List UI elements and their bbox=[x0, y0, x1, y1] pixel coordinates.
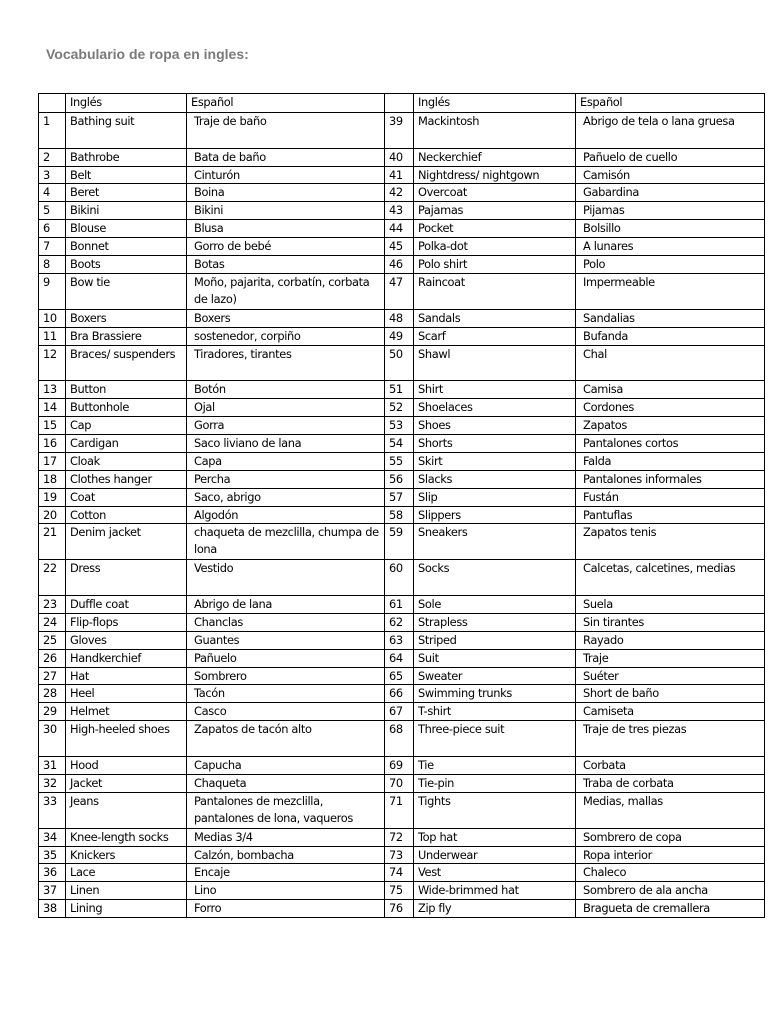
spanish-term-cell: Sombrero de ala ancha bbox=[576, 882, 765, 900]
spanish-term-cell: Bragueta de cremallera bbox=[576, 900, 765, 918]
row-number-cell: 74 bbox=[385, 864, 414, 882]
english-term-cell: Cotton bbox=[66, 506, 187, 524]
table-row bbox=[39, 506, 765, 524]
row-number-cell: 23 bbox=[39, 596, 66, 614]
english-term-cell: Braces/ suspenders bbox=[66, 345, 187, 381]
row-number-cell: 12 bbox=[39, 345, 66, 381]
spanish-term-cell: Zapatos tenis bbox=[576, 524, 765, 560]
english-term-cell: Sweater bbox=[414, 667, 576, 685]
row-number-cell: 46 bbox=[385, 256, 414, 274]
english-term-cell: Pajamas bbox=[414, 202, 576, 220]
row-number-cell: 15 bbox=[39, 417, 66, 435]
header-num-left bbox=[39, 94, 66, 113]
english-term-cell: Bathing suit bbox=[66, 112, 187, 148]
spanish-term-cell: Guantes bbox=[187, 631, 385, 649]
row-number-cell: 31 bbox=[39, 757, 66, 775]
spanish-term-cell: Short de baño bbox=[576, 685, 765, 703]
spanish-term-cell: Suéter bbox=[576, 667, 765, 685]
spanish-term-cell: Chanclas bbox=[187, 613, 385, 631]
spanish-term-cell: Tacón bbox=[187, 685, 385, 703]
spanish-term-cell: Encaje bbox=[187, 864, 385, 882]
spanish-term-cell: Chal bbox=[576, 345, 765, 381]
spanish-term-cell: Bolsillo bbox=[576, 220, 765, 238]
spanish-term-cell: Forro bbox=[187, 900, 385, 918]
english-term-cell: Bow tie bbox=[66, 273, 187, 309]
english-term-cell: Polka-dot bbox=[414, 238, 576, 256]
row-number-cell: 49 bbox=[385, 327, 414, 345]
english-term-cell: Bathrobe bbox=[66, 148, 187, 166]
english-term-cell: Cardigan bbox=[66, 434, 187, 452]
table-row bbox=[39, 900, 765, 918]
row-number-cell: 58 bbox=[385, 506, 414, 524]
table-row bbox=[39, 434, 765, 452]
row-number-cell: 36 bbox=[39, 864, 66, 882]
spanish-term-cell: Boxers bbox=[187, 309, 385, 327]
row-number-cell: 50 bbox=[385, 345, 414, 381]
english-term-cell: Linen bbox=[66, 882, 187, 900]
vocabulary-body bbox=[39, 112, 765, 917]
spanish-term-cell: Gabardina bbox=[576, 184, 765, 202]
spanish-term-cell: Vestido bbox=[187, 560, 385, 596]
spanish-term-cell: Saco liviano de lana bbox=[187, 434, 385, 452]
english-term-cell: Striped bbox=[414, 631, 576, 649]
english-term-cell: Tights bbox=[414, 792, 576, 828]
table-row bbox=[39, 417, 765, 435]
row-number-cell: 8 bbox=[39, 256, 66, 274]
spanish-term-cell: Botas bbox=[187, 256, 385, 274]
english-term-cell: Beret bbox=[66, 184, 187, 202]
row-number-cell: 2 bbox=[39, 148, 66, 166]
table-row bbox=[39, 882, 765, 900]
row-number-cell: 41 bbox=[385, 166, 414, 184]
english-term-cell: Button bbox=[66, 381, 187, 399]
spanish-term-cell: Traje de baño bbox=[187, 112, 385, 148]
row-number-cell: 55 bbox=[385, 452, 414, 470]
english-term-cell: Heel bbox=[66, 685, 187, 703]
row-number-cell: 25 bbox=[39, 631, 66, 649]
row-number-cell: 29 bbox=[39, 703, 66, 721]
english-term-cell: Tie bbox=[414, 757, 576, 775]
row-number-cell: 48 bbox=[385, 309, 414, 327]
spanish-term-cell: Cinturón bbox=[187, 166, 385, 184]
spanish-term-cell: Calcetas, calcetines, medias bbox=[576, 560, 765, 596]
table-row bbox=[39, 112, 765, 148]
row-number-cell: 63 bbox=[385, 631, 414, 649]
english-term-cell: Bonnet bbox=[66, 238, 187, 256]
english-term-cell: Shoes bbox=[414, 417, 576, 435]
english-term-cell: Cloak bbox=[66, 452, 187, 470]
table-row bbox=[39, 399, 765, 417]
row-number-cell: 57 bbox=[385, 488, 414, 506]
row-number-cell: 69 bbox=[385, 757, 414, 775]
english-term-cell: Pocket bbox=[414, 220, 576, 238]
english-term-cell: Clothes hanger bbox=[66, 470, 187, 488]
row-number-cell: 5 bbox=[39, 202, 66, 220]
row-number-cell: 44 bbox=[385, 220, 414, 238]
row-number-cell: 59 bbox=[385, 524, 414, 560]
english-term-cell: Strapless bbox=[414, 613, 576, 631]
english-term-cell: Lining bbox=[66, 900, 187, 918]
spanish-term-cell: Falda bbox=[576, 452, 765, 470]
row-number-cell: 22 bbox=[39, 560, 66, 596]
spanish-term-cell: Abrigo de tela o lana gruesa bbox=[576, 112, 765, 148]
english-term-cell: Buttonhole bbox=[66, 399, 187, 417]
row-number-cell: 47 bbox=[385, 273, 414, 309]
table-row bbox=[39, 560, 765, 596]
table-row bbox=[39, 596, 765, 614]
row-number-cell: 26 bbox=[39, 649, 66, 667]
spanish-term-cell: Traba de corbata bbox=[576, 774, 765, 792]
english-term-cell: Nightdress/ nightgown bbox=[414, 166, 576, 184]
spanish-term-cell: Blusa bbox=[187, 220, 385, 238]
spanish-term-cell: Impermeable bbox=[576, 273, 765, 309]
row-number-cell: 21 bbox=[39, 524, 66, 560]
table-row bbox=[39, 613, 765, 631]
row-number-cell: 42 bbox=[385, 184, 414, 202]
spanish-term-cell: Saco, abrigo bbox=[187, 488, 385, 506]
english-term-cell: Slacks bbox=[414, 470, 576, 488]
english-term-cell: Jeans bbox=[66, 792, 187, 828]
spanish-term-cell: Capa bbox=[187, 452, 385, 470]
spanish-term-cell: Fustán bbox=[576, 488, 765, 506]
english-term-cell: Three-piece suit bbox=[414, 721, 576, 757]
english-term-cell: Boxers bbox=[66, 309, 187, 327]
english-term-cell: Sandals bbox=[414, 309, 576, 327]
english-term-cell: Tie-pin bbox=[414, 774, 576, 792]
table-row bbox=[39, 792, 765, 828]
english-term-cell: Hood bbox=[66, 757, 187, 775]
spanish-term-cell: Bikini bbox=[187, 202, 385, 220]
row-number-cell: 17 bbox=[39, 452, 66, 470]
spanish-term-cell: Abrigo de lana bbox=[187, 596, 385, 614]
spanish-term-cell: Suela bbox=[576, 596, 765, 614]
vocabulary-table bbox=[38, 93, 765, 918]
row-number-cell: 62 bbox=[385, 613, 414, 631]
row-number-cell: 67 bbox=[385, 703, 414, 721]
spanish-term-cell: Capucha bbox=[187, 757, 385, 775]
table-row bbox=[39, 703, 765, 721]
row-number-cell: 1 bbox=[39, 112, 66, 148]
row-number-cell: 4 bbox=[39, 184, 66, 202]
english-term-cell: Overcoat bbox=[414, 184, 576, 202]
row-number-cell: 73 bbox=[385, 846, 414, 864]
spanish-term-cell: Gorra bbox=[187, 417, 385, 435]
row-number-cell: 34 bbox=[39, 828, 66, 846]
spanish-term-cell: Bufanda bbox=[576, 327, 765, 345]
spanish-term-cell: Pantalones cortos bbox=[576, 434, 765, 452]
row-number-cell: 71 bbox=[385, 792, 414, 828]
english-term-cell: Vest bbox=[414, 864, 576, 882]
english-term-cell: Top hat bbox=[414, 828, 576, 846]
spanish-term-cell: Zapatos bbox=[576, 417, 765, 435]
english-term-cell: Underwear bbox=[414, 846, 576, 864]
spanish-term-cell: Gorro de bebé bbox=[187, 238, 385, 256]
row-number-cell: 27 bbox=[39, 667, 66, 685]
row-number-cell: 28 bbox=[39, 685, 66, 703]
table-row bbox=[39, 381, 765, 399]
spanish-term-cell: Pantalones informales bbox=[576, 470, 765, 488]
spanish-term-cell: Camisa bbox=[576, 381, 765, 399]
table-row bbox=[39, 649, 765, 667]
row-number-cell: 20 bbox=[39, 506, 66, 524]
row-number-cell: 7 bbox=[39, 238, 66, 256]
row-number-cell: 56 bbox=[385, 470, 414, 488]
row-number-cell: 52 bbox=[385, 399, 414, 417]
english-term-cell: Polo shirt bbox=[414, 256, 576, 274]
spanish-term-cell: Polo bbox=[576, 256, 765, 274]
english-term-cell: Handkerchief bbox=[66, 649, 187, 667]
spanish-term-cell: Camisón bbox=[576, 166, 765, 184]
spanish-term-cell: Sin tirantes bbox=[576, 613, 765, 631]
spanish-term-cell: Pañuelo bbox=[187, 649, 385, 667]
english-term-cell: Socks bbox=[414, 560, 576, 596]
spanish-term-cell: Pantalones de mezclilla, pantalones de lona, vaqueros bbox=[187, 792, 385, 828]
row-number-cell: 24 bbox=[39, 613, 66, 631]
table-row bbox=[39, 452, 765, 470]
english-term-cell: Knickers bbox=[66, 846, 187, 864]
row-number-cell: 10 bbox=[39, 309, 66, 327]
spanish-term-cell: Algodón bbox=[187, 506, 385, 524]
spanish-term-cell: Lino bbox=[187, 882, 385, 900]
english-term-cell: Shorts bbox=[414, 434, 576, 452]
row-number-cell: 66 bbox=[385, 685, 414, 703]
english-term-cell: Scarf bbox=[414, 327, 576, 345]
header-row bbox=[39, 94, 765, 113]
english-term-cell: Knee-length socks bbox=[66, 828, 187, 846]
row-number-cell: 18 bbox=[39, 470, 66, 488]
english-term-cell: Lace bbox=[66, 864, 187, 882]
table-row bbox=[39, 202, 765, 220]
row-number-cell: 33 bbox=[39, 792, 66, 828]
header-spanish-left: Español bbox=[187, 94, 385, 113]
spanish-term-cell: Ojal bbox=[187, 399, 385, 417]
table-row bbox=[39, 166, 765, 184]
english-term-cell: Gloves bbox=[66, 631, 187, 649]
spanish-term-cell: Boina bbox=[187, 184, 385, 202]
spanish-term-cell: Pantuflas bbox=[576, 506, 765, 524]
english-term-cell: Suit bbox=[414, 649, 576, 667]
english-term-cell: Shirt bbox=[414, 381, 576, 399]
spanish-term-cell: Medias, mallas bbox=[576, 792, 765, 828]
english-term-cell: Coat bbox=[66, 488, 187, 506]
spanish-term-cell: Pañuelo de cuello bbox=[576, 148, 765, 166]
english-term-cell: Denim jacket bbox=[66, 524, 187, 560]
spanish-term-cell: Medias 3/4 bbox=[187, 828, 385, 846]
table-row bbox=[39, 721, 765, 757]
spanish-term-cell: Chaqueta bbox=[187, 774, 385, 792]
english-term-cell: Cap bbox=[66, 417, 187, 435]
spanish-term-cell: Percha bbox=[187, 470, 385, 488]
spanish-term-cell: Camiseta bbox=[576, 703, 765, 721]
english-term-cell: Bikini bbox=[66, 202, 187, 220]
table-row bbox=[39, 148, 765, 166]
spanish-term-cell: Rayado bbox=[576, 631, 765, 649]
spanish-term-cell: Tiradores, tirantes bbox=[187, 345, 385, 381]
table-row bbox=[39, 524, 765, 560]
table-row bbox=[39, 327, 765, 345]
row-number-cell: 11 bbox=[39, 327, 66, 345]
row-number-cell: 70 bbox=[385, 774, 414, 792]
spanish-term-cell: chaqueta de mezclilla, chumpa de lona bbox=[187, 524, 385, 560]
table-row bbox=[39, 828, 765, 846]
spanish-term-cell: Moño, pajarita, corbatín, corbata de lazo) bbox=[187, 273, 385, 309]
english-term-cell: Duffle coat bbox=[66, 596, 187, 614]
row-number-cell: 13 bbox=[39, 381, 66, 399]
english-term-cell: Bra Brassiere bbox=[66, 327, 187, 345]
english-term-cell: Neckerchief bbox=[414, 148, 576, 166]
english-term-cell: Dress bbox=[66, 560, 187, 596]
row-number-cell: 75 bbox=[385, 882, 414, 900]
spanish-term-cell: Traje de tres piezas bbox=[576, 721, 765, 757]
english-term-cell: Sole bbox=[414, 596, 576, 614]
spanish-term-cell: Chaleco bbox=[576, 864, 765, 882]
english-term-cell: Sneakers bbox=[414, 524, 576, 560]
table-row bbox=[39, 238, 765, 256]
row-number-cell: 19 bbox=[39, 488, 66, 506]
spanish-term-cell: Sombrero de copa bbox=[576, 828, 765, 846]
row-number-cell: 38 bbox=[39, 900, 66, 918]
table-row bbox=[39, 470, 765, 488]
english-term-cell: Shoelaces bbox=[414, 399, 576, 417]
table-row bbox=[39, 345, 765, 381]
table-row bbox=[39, 256, 765, 274]
english-term-cell: Belt bbox=[66, 166, 187, 184]
table-row bbox=[39, 685, 765, 703]
english-term-cell: Boots bbox=[66, 256, 187, 274]
page-title: Vocabulario de ropa en ingles: bbox=[46, 46, 249, 62]
english-term-cell: Mackintosh bbox=[414, 112, 576, 148]
row-number-cell: 9 bbox=[39, 273, 66, 309]
row-number-cell: 6 bbox=[39, 220, 66, 238]
spanish-term-cell: Corbata bbox=[576, 757, 765, 775]
row-number-cell: 43 bbox=[385, 202, 414, 220]
row-number-cell: 68 bbox=[385, 721, 414, 757]
row-number-cell: 35 bbox=[39, 846, 66, 864]
english-term-cell: High-heeled shoes bbox=[66, 721, 187, 757]
english-term-cell: Shawl bbox=[414, 345, 576, 381]
table-row bbox=[39, 273, 765, 309]
row-number-cell: 3 bbox=[39, 166, 66, 184]
header-english-left: Inglés bbox=[66, 94, 187, 113]
table-row bbox=[39, 846, 765, 864]
spanish-term-cell: Traje bbox=[576, 649, 765, 667]
table-row bbox=[39, 220, 765, 238]
table-row bbox=[39, 757, 765, 775]
english-term-cell: Swimming trunks bbox=[414, 685, 576, 703]
header-spanish-right: Español bbox=[576, 94, 765, 113]
table-row bbox=[39, 309, 765, 327]
row-number-cell: 61 bbox=[385, 596, 414, 614]
row-number-cell: 30 bbox=[39, 721, 66, 757]
header-english-right: Inglés bbox=[414, 94, 576, 113]
table-row bbox=[39, 667, 765, 685]
spanish-term-cell: Sandalias bbox=[576, 309, 765, 327]
english-term-cell: Hat bbox=[66, 667, 187, 685]
table-row bbox=[39, 184, 765, 202]
spanish-term-cell: sostenedor, corpiño bbox=[187, 327, 385, 345]
row-number-cell: 51 bbox=[385, 381, 414, 399]
spanish-term-cell: Pijamas bbox=[576, 202, 765, 220]
row-number-cell: 16 bbox=[39, 434, 66, 452]
spanish-term-cell: Cordones bbox=[576, 399, 765, 417]
spanish-term-cell: Ropa interior bbox=[576, 846, 765, 864]
spanish-term-cell: Botón bbox=[187, 381, 385, 399]
row-number-cell: 39 bbox=[385, 112, 414, 148]
spanish-term-cell: A lunares bbox=[576, 238, 765, 256]
row-number-cell: 54 bbox=[385, 434, 414, 452]
english-term-cell: Blouse bbox=[66, 220, 187, 238]
row-number-cell: 53 bbox=[385, 417, 414, 435]
row-number-cell: 64 bbox=[385, 649, 414, 667]
spanish-term-cell: Calzón, bombacha bbox=[187, 846, 385, 864]
english-term-cell: Slippers bbox=[414, 506, 576, 524]
english-term-cell: Zip fly bbox=[414, 900, 576, 918]
spanish-term-cell: Casco bbox=[187, 703, 385, 721]
row-number-cell: 37 bbox=[39, 882, 66, 900]
row-number-cell: 14 bbox=[39, 399, 66, 417]
row-number-cell: 76 bbox=[385, 900, 414, 918]
row-number-cell: 45 bbox=[385, 238, 414, 256]
english-term-cell: Jacket bbox=[66, 774, 187, 792]
english-term-cell: Skirt bbox=[414, 452, 576, 470]
english-term-cell: Raincoat bbox=[414, 273, 576, 309]
english-term-cell: Flip-flops bbox=[66, 613, 187, 631]
row-number-cell: 65 bbox=[385, 667, 414, 685]
spanish-term-cell: Zapatos de tacón alto bbox=[187, 721, 385, 757]
spanish-term-cell: Sombrero bbox=[187, 667, 385, 685]
table-row bbox=[39, 631, 765, 649]
english-term-cell: Slip bbox=[414, 488, 576, 506]
row-number-cell: 40 bbox=[385, 148, 414, 166]
table-row bbox=[39, 488, 765, 506]
row-number-cell: 32 bbox=[39, 774, 66, 792]
english-term-cell: T-shirt bbox=[414, 703, 576, 721]
spanish-term-cell: Bata de baño bbox=[187, 148, 385, 166]
header-num-right bbox=[385, 94, 414, 113]
row-number-cell: 60 bbox=[385, 560, 414, 596]
table-row bbox=[39, 864, 765, 882]
english-term-cell: Wide-brimmed hat bbox=[414, 882, 576, 900]
english-term-cell: Helmet bbox=[66, 703, 187, 721]
row-number-cell: 72 bbox=[385, 828, 414, 846]
table-row bbox=[39, 774, 765, 792]
